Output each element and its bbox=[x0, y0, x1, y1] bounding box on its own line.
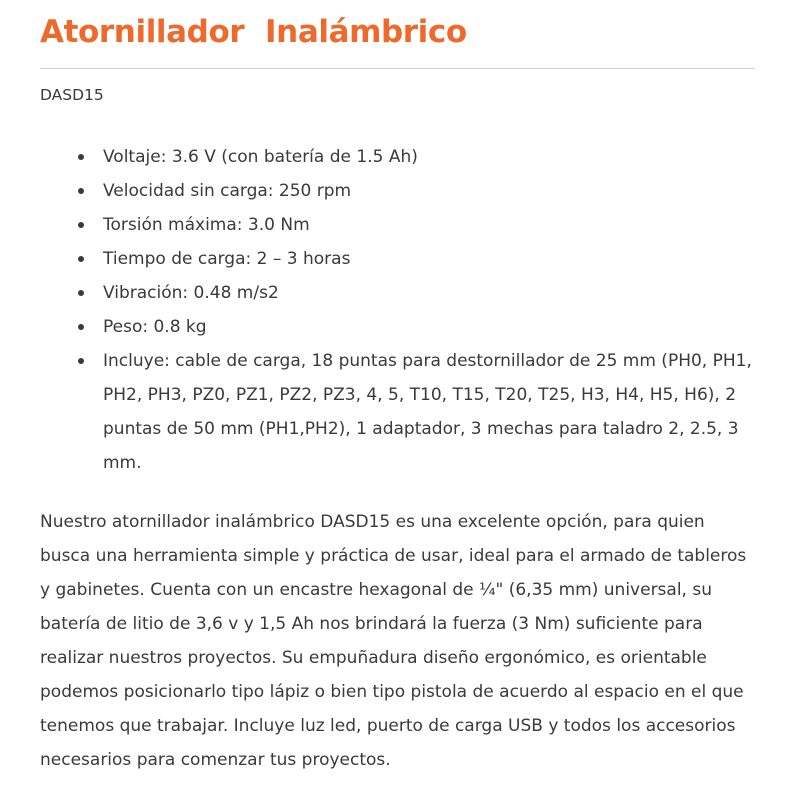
spec-item-vibration bbox=[76, 276, 756, 310]
spec-text: Torsión máxima: 3.0 Nm bbox=[103, 215, 310, 235]
product-model: DASD15 bbox=[40, 86, 104, 104]
bullet-icon bbox=[78, 256, 84, 262]
bullet-icon bbox=[78, 188, 84, 194]
spec-item-weight bbox=[76, 310, 756, 344]
spec-text: Incluye: cable de carga, 18 puntas para destornillador de 25 mm (PH0, PH1, PH2, PH3, PZ0, PZ1, PZ2, PZ3, 4, 5, T10, T15, T20, T25, H3, H4, H5, H6), 2 puntas de 50 mm (PH1,PH2), 1 adaptador, 3 mechas para taladro 2, 2.5, 3 mm. bbox=[103, 351, 752, 473]
spec-text: Tiempo de carga: 2 – 3 horas bbox=[103, 249, 351, 269]
bullet-icon bbox=[78, 154, 84, 160]
spec-text: Vibración: 0.48 m/s2 bbox=[103, 283, 279, 303]
spec-list bbox=[76, 140, 756, 480]
bullet-icon bbox=[78, 358, 84, 364]
bullet-icon bbox=[78, 290, 84, 296]
product-description: Nuestro atornillador inalámbrico DASD15 es una excelente opción, para quien busca una herramienta simple y práctica de usar, ideal para el armado de tableros y gabinetes. Cuenta con un encastre hexagonal de ¼" (6,35 mm) universal, su batería de litio de 3,6 v y 1,5 Ah nos brindará la fuerza (3 Nm) suficiente para realizar nuestros proyectos. Su empuñadura diseño ergonómico, es orientable podemos posicionarlo tipo lápiz o bien tipo pistola de acuerdo al espacio en el que tenemos que trabajar. Incluye luz led, puerto de carga USB y todos los accesorios necesarios para comenzar tus proyectos. bbox=[40, 512, 747, 770]
spec-item-speed bbox=[76, 174, 756, 208]
spec-item-includes bbox=[76, 344, 756, 480]
spec-text: Peso: 0.8 kg bbox=[103, 317, 207, 337]
spec-item-voltage bbox=[76, 140, 756, 174]
spec-text: Voltaje: 3.6 V (con batería de 1.5 Ah) bbox=[103, 147, 418, 167]
spec-text: Velocidad sin carga: 250 rpm bbox=[103, 181, 352, 201]
bullet-icon bbox=[78, 222, 84, 228]
bullet-icon bbox=[78, 324, 84, 330]
title-divider bbox=[40, 68, 755, 69]
spec-item-charge-time bbox=[76, 242, 756, 276]
spec-item-torque bbox=[76, 208, 756, 242]
product-title: Atornillador Inalámbrico bbox=[40, 14, 467, 50]
